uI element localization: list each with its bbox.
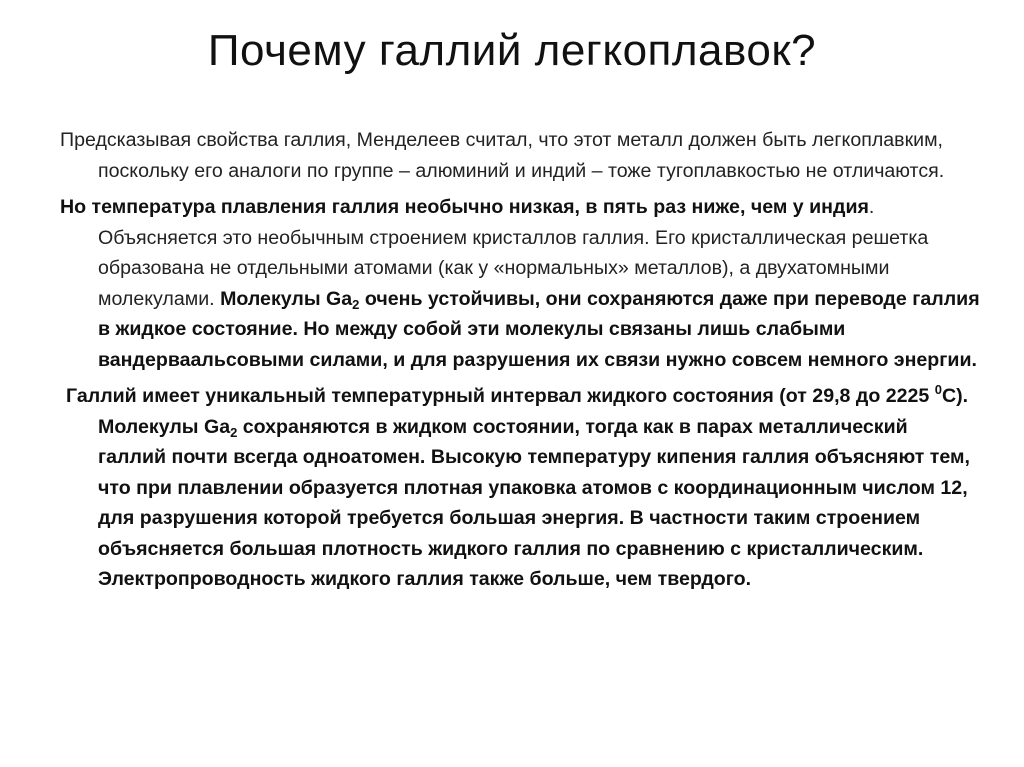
paragraph-1 bbox=[60, 125, 980, 186]
paragraph-2-bold-lead: Но температура плавления галлия необычно низкая, в пять раз ниже, чем у индия bbox=[60, 196, 869, 218]
slide-title: Почему галлий легкоплавок? bbox=[207, 26, 817, 75]
paragraph-2-text: . Объясняется это необычным строением кристаллов галлия. Его кристаллическая решетка образована не отдельными атомами (как у «нормальных» металлов), а двухатомными молекулами. bbox=[98, 196, 929, 310]
paragraph-3-superscript: 0 bbox=[934, 382, 942, 397]
paragraph-3-part-c: сохраняются в жидком состоянии, тогда как в парах металлический галлий почти всегда одноатомен. Высокую температуру кипения галлия объясняют тем, что при плавлении образуется плотная упаковка атомов с координационным числом 12, для разрушения которой требуется большая энергия. В частности таким строением объясняется большая плотность жидкого галлия по сравнению с кристаллическим. Электропроводность жидкого галлия также больше, чем твердого. bbox=[98, 415, 970, 590]
paragraph-1-text: Предсказывая свойства галлия, Менделеев считал, что этот металл должен быть легкоплавким, поскольку его аналоги по группе – алюминий и индий – тоже тугоплавкостью не отличаются. bbox=[60, 129, 945, 182]
paragraph-3-subscript: 2 bbox=[230, 424, 238, 440]
paragraph-3 bbox=[60, 381, 980, 595]
paragraph-2-bold-b: очень устойчивы, они сохраняются даже при переводе галлия в жидкое состояние. Но между собой эти молекулы связаны лишь слабыми вандерваальсовыми силами, и для разрушения их связи нужно совсем немного энергии. bbox=[98, 287, 980, 371]
slide-body bbox=[60, 125, 980, 595]
paragraph-2-bold-a: Молекулы Ga bbox=[220, 287, 353, 310]
paragraph-2-subscript: 2 bbox=[352, 296, 360, 312]
paragraph-3-part-b: С). Молекулы Ga bbox=[98, 385, 969, 438]
paragraph-3-part-a: Галлий имеет уникальный температурный интервал жидкого состояния (от 29,8 до 2225 bbox=[66, 385, 935, 407]
paragraph-2 bbox=[60, 192, 980, 375]
